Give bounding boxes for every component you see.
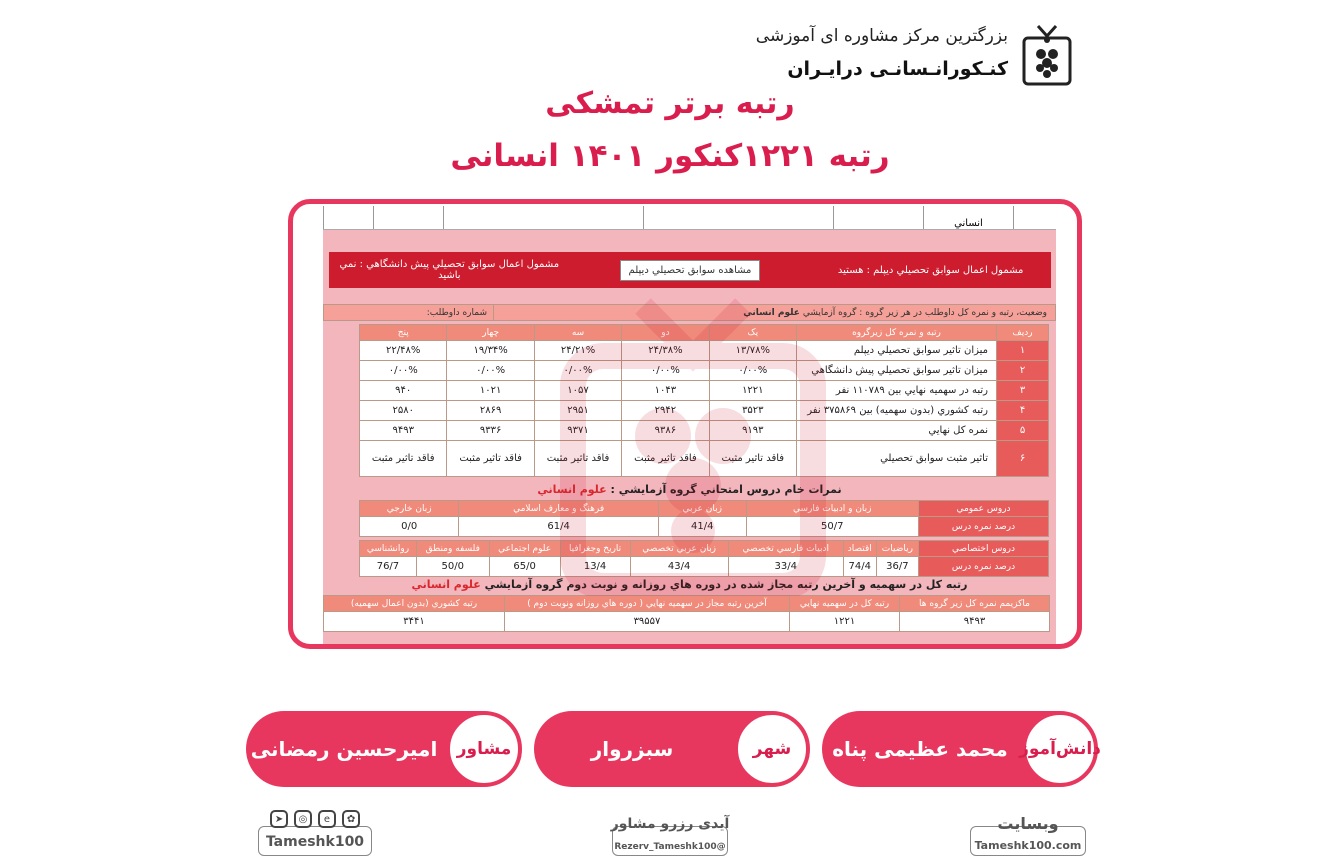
- status-group: علوم انساني: [743, 307, 800, 318]
- preuniversity-records-status: مشمول اعمال سوابق تحصيلي پيش دانشگاهي : نمي باشيد: [339, 259, 560, 281]
- reserve-advisor: [600, 816, 740, 852]
- telegram-icon[interactable]: ➤: [270, 810, 288, 828]
- advisor-label: مشاور: [446, 711, 522, 787]
- general-courses-table: دروس عمومي زبان و ادبيات فارسي زبان عربي فرهنگ و معارف اسلامي زبان خارجي درصد نمره درس 50/7 41/4 61/4 0/0: [359, 500, 1049, 537]
- city-label: شهر: [734, 711, 810, 787]
- candidate-number-label: شماره داوطلب:: [324, 305, 494, 321]
- diploma-records-status: مشمول اعمال سوابق تحصيلي ديپلم : هستيد: [837, 264, 1024, 276]
- social-links: [258, 810, 372, 850]
- ranks-header-row: رديف رتبه و نمره کل زيرگروه يک دو سه چهار پنج: [360, 325, 1049, 341]
- website-label: وبسایت: [997, 814, 1059, 833]
- student-label: دانش‌آموز: [1022, 711, 1098, 787]
- table-row: ۶ تاثير مثبت سوابق تحصيلي فاقد تاثير مثبت فاقد تاثير مثبت فاقد تاثير مثبت فاقد تاثير مثبت فاقد تاثير مثبت: [360, 441, 1049, 477]
- brand-name: کنـکورانـسانـی درایـران: [787, 58, 1008, 80]
- page-subtitle: رتبه ۱۲۲۱کنکور ۱۴۰۱ انسانی: [450, 138, 890, 174]
- student-pill: [822, 711, 1101, 787]
- table-row: ۱ ميزان تاثير سوابق تحصيلي ديپلم ۱۳/۷۸% ۲۴/۳۸% ۲۴/۲۱% ۱۹/۳۴% ۲۲/۴۸%: [360, 341, 1049, 361]
- raw-scores-heading: نمرات خام دروس امتحاني گروه آزمايشي : علوم انساني: [537, 483, 842, 496]
- website: [966, 814, 1090, 852]
- reserve-id[interactable]: @Rezerv_Tameshk100: [614, 842, 726, 852]
- website-link[interactable]: Tameshk100.com: [974, 839, 1082, 852]
- records-band: [329, 252, 1051, 288]
- final-ranks-table: ماکزيمم نمره کل زير گروه ها رتبه کل در سهميه نهايي آخرين رتبه مجاز در سهميه نهايي ( دوره هاي روزانه ونوبت دوم ) رتبه کشوري (بدون اعمال سهميه) ۹۴۹۳ ۱۲۲۱ ۳۹۵۵۷ ۳۴۴۱: [323, 595, 1050, 632]
- group-cell: انساني: [923, 206, 1013, 229]
- table-row: ۲ ميزان تاثير سوابق تحصيلي پيش دانشگاهي ۰/۰۰% ۰/۰۰% ۰/۰۰% ۰/۰۰% ۰/۰۰%: [360, 361, 1049, 381]
- student-name: محمد عظیمی پناه: [832, 737, 1008, 761]
- advisor-pill: [246, 711, 518, 787]
- table-row: درصد نمره درس 50/7 41/4 61/4 0/0: [360, 517, 1049, 537]
- table-row: ۴ رتبه کشوري (بدون سهميه) بين ۳۷۵۸۶۹ نفر ۳۵۲۳ ۲۹۴۲ ۲۹۵۱ ۲۸۶۹ ۲۵۸۰: [360, 401, 1049, 421]
- reserve-label: آیدی رزرو مشاور: [610, 816, 730, 832]
- instagram-icon[interactable]: ◎: [294, 810, 312, 828]
- brand-tagline: بزرگترین مرکز مشاوره ای آموزشی: [755, 26, 1008, 46]
- special-courses-table: دروس اختصاصي رياضيات اقتصاد ادبيات فارسي تخصصي زبان عربي تخصصي تاريخ وجغرافيا علوم اجتماعي فلسفه ومنطق روانشناسي درصد نمره درس 36/7 74/4 33/4 43/4 13/4 65/0 50/0 76/7: [359, 540, 1049, 577]
- rubika-icon[interactable]: ✿: [342, 810, 360, 828]
- status-label: وضعيت، رتبه و نمره کل داوطلب در هر زير گروه : گروه آزمايشي: [802, 307, 1047, 318]
- eitaa-icon[interactable]: e: [318, 810, 336, 828]
- social-handle[interactable]: Tameshk100: [265, 834, 365, 850]
- table-row: درصد نمره درس 36/7 74/4 33/4 43/4 13/4 65/0 50/0 76/7: [360, 557, 1049, 577]
- view-diploma-records-button[interactable]: مشاهده سوابق تحصيلي ديپلم: [620, 260, 761, 281]
- page-title: رتبه برتر تمشکی: [545, 86, 795, 121]
- city-pill: [534, 711, 806, 787]
- status-row: [323, 304, 1056, 321]
- report-sheet: [323, 206, 1056, 646]
- report-frame: [288, 199, 1082, 649]
- table-row: ۳ رتبه در سهميه نهايي بين ۱۱۰۷۸۹ نفر ۱۲۲۱ ۱۰۴۳ ۱۰۵۷ ۱۰۲۱ ۹۴۰: [360, 381, 1049, 401]
- city-name: سبزروار: [590, 737, 674, 761]
- table-row: ۵ نمره کل نهايي ۹۱۹۳ ۹۳۸۶ ۹۳۷۱ ۹۳۳۶ ۹۴۹۳: [360, 421, 1049, 441]
- table-row: ۹۴۹۳ ۱۲۲۱ ۳۹۵۵۷ ۳۴۴۱: [324, 612, 1050, 632]
- ranks-table: [359, 324, 1049, 477]
- raspberry-logo-icon: [1016, 18, 1078, 88]
- report-top-row: [323, 206, 1056, 230]
- brand-header: [755, 18, 1078, 88]
- final-ranks-heading: رتبه کل در سهميه و آخرين رتبه مجاز شده در دوره هاي روزانه و نوبت دوم گروه آزمايشي علوم انساني: [411, 578, 968, 591]
- advisor-name: امیرحسین رمضانی: [250, 737, 438, 761]
